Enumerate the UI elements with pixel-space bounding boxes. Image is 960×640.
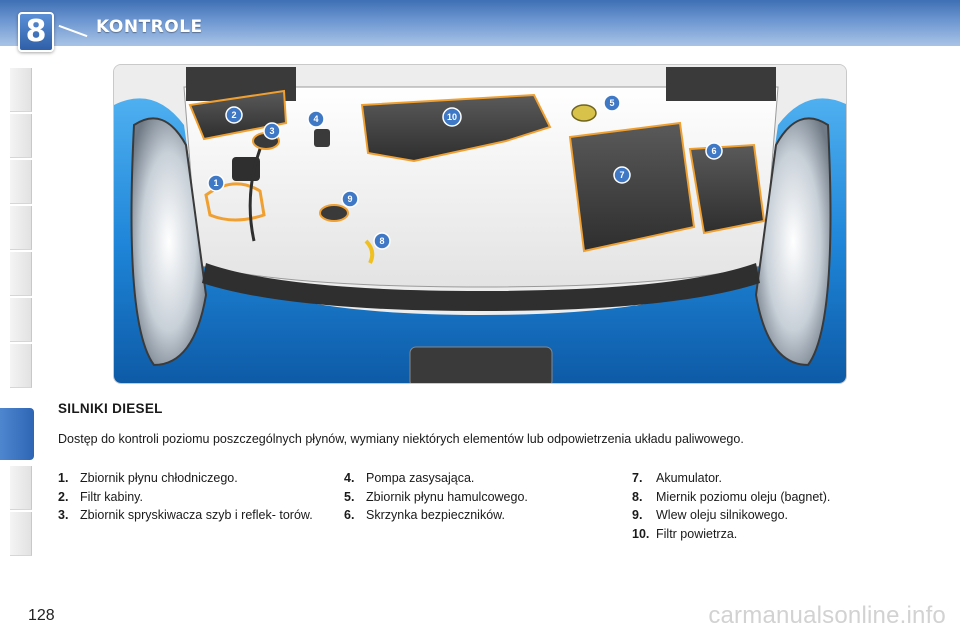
legend-number: 2.: [58, 489, 69, 504]
chapter-tab-10[interactable]: [10, 512, 32, 556]
callout-6: [706, 143, 722, 159]
legend-text: Miernik poziomu oleju (bagnet).: [656, 489, 831, 504]
watermark: carmanualsonline.info: [708, 602, 946, 629]
svg-text:9: 9: [347, 194, 353, 204]
svg-text:5: 5: [609, 98, 615, 108]
callout-3: [264, 123, 280, 139]
chapter-tab-4[interactable]: [10, 206, 32, 250]
section-title: SILNIKI DIESEL: [58, 401, 163, 416]
legend-number: 6.: [344, 508, 355, 522]
legend-number: 4.: [344, 471, 355, 485]
chapter-badge: 8: [18, 12, 54, 52]
legend-column-2: [344, 470, 614, 526]
callout-10: [443, 108, 461, 126]
legend-text: Zbiornik płynu hamulcowego.: [366, 489, 528, 504]
legend-text: Filtr powietrza.: [656, 526, 738, 541]
page-header: [0, 0, 960, 49]
svg-text:8: 8: [379, 236, 385, 246]
svg-text:7: 7: [619, 170, 625, 180]
right-hood-grille: [666, 67, 776, 101]
chapter-tab-8-active[interactable]: [0, 408, 34, 460]
legend-column-1: [58, 470, 328, 526]
chapter-tab-strip: [0, 68, 34, 578]
callout-9: [342, 191, 358, 207]
svg-text:10: 10: [446, 112, 458, 122]
chapter-tab-3[interactable]: [10, 160, 32, 204]
front-grille: [410, 347, 552, 384]
callout-7: [614, 167, 630, 183]
callout-1: [208, 175, 224, 191]
engine-bay-svg: [114, 65, 847, 384]
chapter-tab-2[interactable]: [10, 114, 32, 158]
oil-filler-cap: [320, 205, 348, 221]
chapter-tab-9[interactable]: [10, 466, 32, 510]
svg-text:6: 6: [711, 146, 717, 156]
legend-number: 5.: [344, 489, 355, 504]
legend-item: [632, 489, 902, 507]
legend-text: Akumulator.: [656, 471, 723, 485]
legend-item: [632, 507, 902, 525]
legend-number: 1.: [58, 471, 69, 485]
legend-text: Zbiornik spryskiwacza szyb i reflek- torów.: [80, 508, 313, 522]
legend-column-3: [632, 470, 902, 544]
chapter-tab-7[interactable]: [10, 344, 32, 388]
page-title: KONTROLE: [96, 17, 203, 37]
priming-pump: [314, 129, 330, 147]
page-number: 128: [28, 607, 55, 624]
callout-5: [604, 95, 620, 111]
legend-text: Filtr kabiny.: [80, 489, 143, 504]
brake-fluid-reservoir: [572, 105, 596, 121]
engine-bay-illustration: [113, 64, 847, 384]
header-divider: [59, 25, 88, 37]
chapter-tab-6[interactable]: [10, 298, 32, 342]
section-intro: Dostęp do kontroli poziomu poszczególnych płynów, wymiany niektórych elementów lub odpowietrzenia układu paliwowego.: [58, 432, 744, 446]
svg-text:3: 3: [269, 126, 275, 136]
callout-4: [308, 111, 324, 127]
callout-2: [226, 107, 242, 123]
legend-text: Zbiornik płynu chłodniczego.: [80, 471, 238, 485]
legend-item: [632, 526, 902, 544]
legend-text: Skrzynka bezpieczników.: [366, 508, 505, 522]
legend-item: [344, 489, 614, 507]
chapter-tab-5[interactable]: [10, 252, 32, 296]
legend-number: 8.: [632, 489, 643, 504]
legend-number: 7.: [632, 471, 643, 485]
legend-item: [344, 507, 614, 525]
callout-8: [374, 233, 390, 249]
legend-item: [58, 507, 328, 525]
svg-text:4: 4: [313, 114, 319, 124]
svg-text:1: 1: [213, 178, 219, 188]
legend-number: 10.: [632, 526, 650, 541]
legend-item: [632, 470, 902, 488]
legend-item: [58, 470, 328, 488]
legend-number: 3.: [58, 508, 69, 522]
legend-number: 9.: [632, 508, 643, 522]
battery: [570, 123, 694, 251]
legend-item: [58, 489, 328, 507]
legend-item: [344, 470, 614, 488]
svg-text:2: 2: [231, 110, 237, 120]
chapter-tab-1[interactable]: [10, 68, 32, 112]
legend-text: Wlew oleju silnikowego.: [656, 508, 789, 522]
fuse-box: [690, 145, 764, 233]
legend-text: Pompa zasysająca.: [366, 471, 475, 485]
